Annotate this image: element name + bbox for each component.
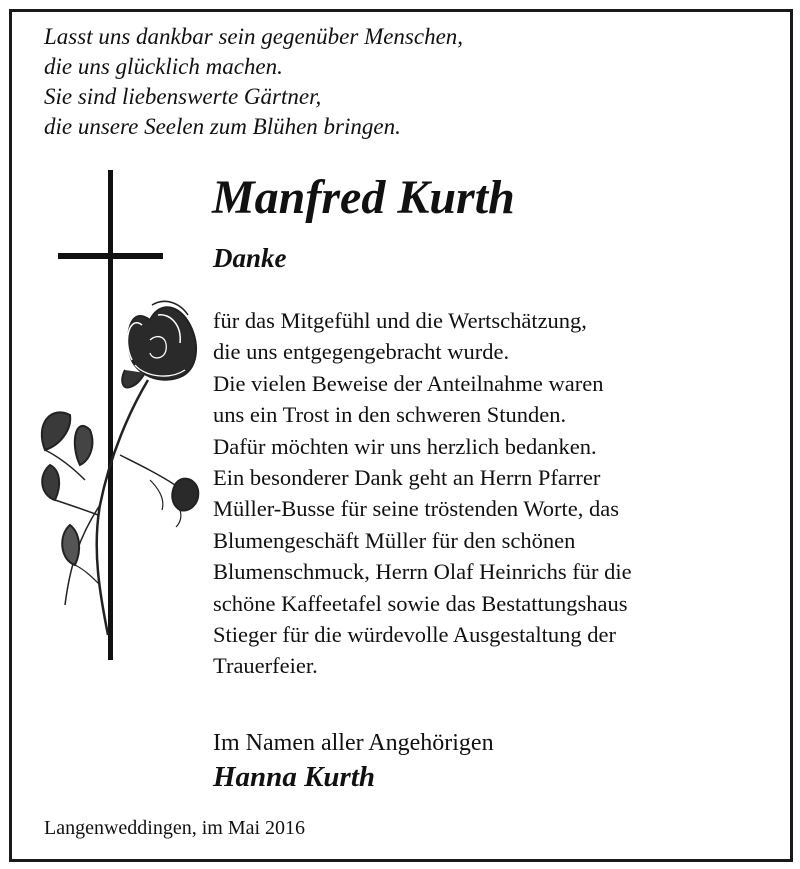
- message-line: für das Mitgefühl und die Wertschätzung,: [213, 308, 587, 333]
- thanks-heading: Danke: [213, 243, 287, 273]
- message-line: Blumengeschäft Müller für den schönen: [213, 527, 576, 553]
- message-line: Blumenschmuck, Herrn Olaf Heinrichs für die: [213, 559, 632, 585]
- message-line: Die vielen Beweise der Anteilnahme waren: [213, 370, 604, 396]
- message-line: Dafür möchten wir uns herzlich bedanken.: [213, 433, 597, 459]
- message-line: schöne Kaffeetafel sowie das Bestattungshaus: [213, 590, 628, 616]
- thanks-message: [213, 305, 632, 682]
- message-line: Müller-Busse für seine tröstenden Worte, das: [213, 496, 619, 522]
- cross-icon: [58, 170, 163, 660]
- deceased-name: Manfred Kurth: [212, 171, 515, 224]
- message-line: Trauerfeier.: [213, 653, 318, 679]
- poem-line: Lasst uns dankbar sein gegenüber Menschen,: [44, 24, 464, 49]
- message-line: uns ein Trost in den schweren Stunden.: [213, 402, 567, 428]
- rose-icon: [42, 301, 198, 635]
- memorial-poem: [44, 22, 463, 142]
- signer-name: Hanna Kurth: [213, 761, 376, 793]
- message-line: die uns entgegengebracht wurde.: [213, 339, 510, 365]
- memorial-illustration: [30, 165, 210, 670]
- message-line: Ein besonderer Dank geht an Herrn Pfarrer: [213, 465, 601, 491]
- place-and-date: Langenweddingen, im Mai 2016: [44, 817, 306, 839]
- closing-line: Im Namen aller Angehörigen: [213, 730, 494, 756]
- message-line: Stieger für die würdevolle Ausgestaltung der: [213, 622, 617, 648]
- cross-and-rose: [30, 165, 210, 665]
- poem-line: Sie sind liebenswerte Gärtner,: [44, 84, 322, 109]
- poem-line: die unsere Seelen zum Blühen bringen.: [44, 114, 401, 139]
- poem-line: die uns glücklich machen.: [44, 54, 283, 79]
